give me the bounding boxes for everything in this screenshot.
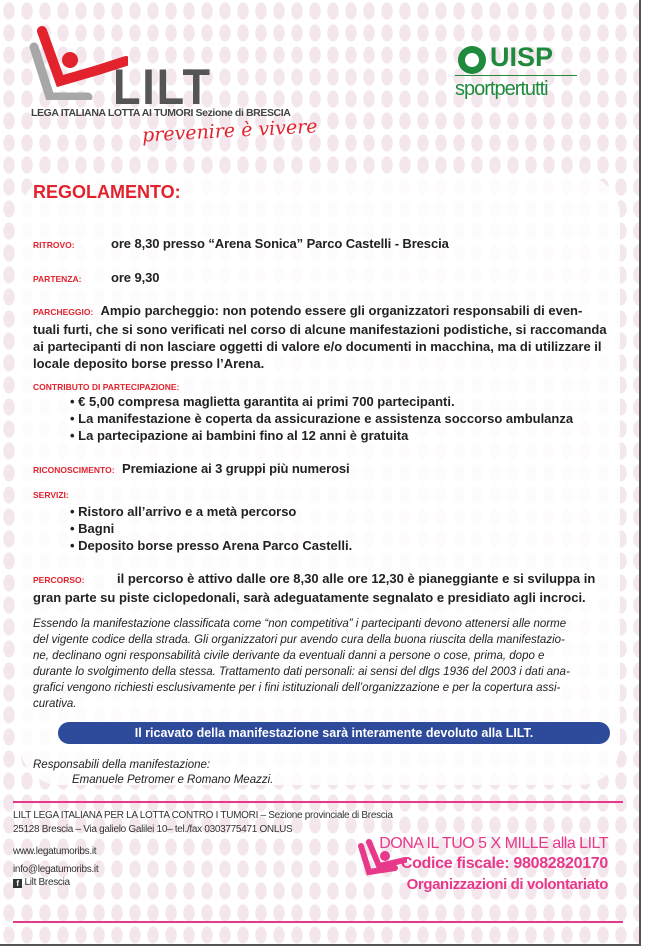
contributo-list (70, 393, 573, 444)
parcheggio-label: PARCHEGGIO: (33, 307, 94, 317)
page-title: REGOLAMENTO: (33, 182, 181, 202)
disclaimer (33, 616, 633, 712)
ritrovo-text: ore 8,30 presso “Arena Sonica” Parco Castelli - Brescia (111, 236, 449, 251)
uisp-tagline: sportpertutti (455, 78, 548, 100)
partenza-label: PARTENZA: (33, 274, 82, 284)
partenza-text: ore 9,30 (111, 270, 160, 285)
list-item: • Deposito borse presso Arena Parco Castelli. (70, 537, 352, 554)
disclaimer-line: del vigente codice della strada. Gli organizzatori pur avendo cura della buona riuscita della manifestazio- (33, 634, 565, 646)
parcheggio-line: locale deposito borse presso l’Arena. (33, 356, 265, 371)
footer-address: 25128 Brescia – Via galielo Galilei 10– tel./fax 0303775471 ONLUS (13, 824, 293, 835)
org-type: Organizzazioni di volontariato (406, 876, 608, 893)
slogan: prevenire è vivere (141, 115, 319, 147)
percorso-line: il percorso è attivo dalle ore 8,30 alle ore 12,30 è pianeggiante e si sviluppa in (117, 571, 596, 586)
footer-divider-bottom (13, 921, 623, 923)
disclaimer-line: grafici vengono richiesti esclusivamente per i fini istituzionali dell’organizzazione e per la copertura assi- (33, 682, 561, 694)
facebook-label: Lilt Brescia (24, 877, 70, 888)
percorso-label: PERCORSO: (33, 575, 85, 585)
percorso-block (33, 570, 623, 606)
responsabili-names: Emanuele Petromer e Romano Meazzi. (72, 774, 274, 786)
percorso-line: gran parte su piste ciclopedonali, sarà adeguatamente segnalato e presidiato agli incroci. (33, 590, 586, 605)
disclaimer-line: Essendo la manifestazione classificata come “non competitiva” i partecipanti devono attenersi alle norme (33, 618, 567, 630)
codice-fiscale: Codice fiscale: 98082820170 (400, 855, 608, 872)
parcheggio-line: tuali furti, che si sono verificati nel corso di alcune manifestazioni podistiche, si raccomanda (33, 322, 607, 337)
footer-website[interactable]: www.legatumoribs.it (13, 846, 97, 857)
uisp-logo-icon (455, 44, 491, 76)
disclaimer-line: ne, declinano ogni responsabilità civile derivante da eventuali danni a persone o cose, prima, dopo e (33, 650, 545, 662)
riconoscimento-text: Premiazione ai 3 gruppi più numerosi (122, 461, 350, 476)
donation-banner: Il ricavato della manifestazione sarà interamente devoluto alla LILT. (58, 722, 610, 744)
disclaimer-line: durante lo svolgimento della stessa. Trattamento dati personali: ai sensi del dlgs 1936 del 2003 i dati ana- (33, 666, 570, 678)
lilt-logo-text: LILT (113, 59, 212, 115)
parcheggio-line: ai partecipanti di non lasciare oggetti di valore e/o documenti in macchina, ma di utilizzare il (33, 339, 602, 354)
uisp-logo-text: UISP (490, 42, 554, 72)
footer-divider-top (13, 801, 623, 803)
list-item: • € 5,00 compresa maglietta garantita ai primi 700 partecipanti. (70, 393, 573, 410)
ritrovo-label: RITROVO: (33, 240, 75, 250)
disclaimer-line: curativa. (33, 698, 77, 710)
servizi-label: SERVIZI: (33, 490, 69, 500)
contributo-label: CONTRIBUTO DI PARTECIPAZIONE: (33, 382, 180, 392)
footer-email[interactable]: info@legatumoribs.it (13, 864, 99, 875)
list-item: • La partecipazione ai bambini fino al 12 anni è gratuita (70, 427, 573, 444)
dona-text: DONA IL TUO 5 X MILLE alla LILT (379, 835, 608, 852)
parcheggio-block (33, 302, 623, 372)
list-item: • Bagni (70, 520, 352, 537)
servizi-list (70, 503, 352, 554)
list-item: • Ristoro all’arrivo e a metà percorso (70, 503, 352, 520)
parcheggio-line: Ampio parcheggio: non potendo essere gli organizzatori responsabili di even- (100, 303, 583, 318)
facebook-icon: f (13, 879, 22, 888)
riconoscimento-label: RICONOSCIMENTO: (33, 465, 115, 475)
footer-org: LILT LEGA ITALIANA PER LA LOTTA CONTRO I TUMORI – Sezione provinciale di Brescia (13, 810, 393, 821)
list-item: • La manifestazione è coperta da assicurazione e assistenza soccorso ambulanza (70, 410, 573, 427)
responsabili-label: Responsabili della manifestazione: (33, 759, 211, 771)
organization-subtitle: LEGA ITALIANA LOTTA AI TUMORI Sezione di BRESCIA (31, 107, 291, 119)
footer-facebook[interactable] (13, 877, 70, 888)
uisp-divider (455, 75, 577, 76)
